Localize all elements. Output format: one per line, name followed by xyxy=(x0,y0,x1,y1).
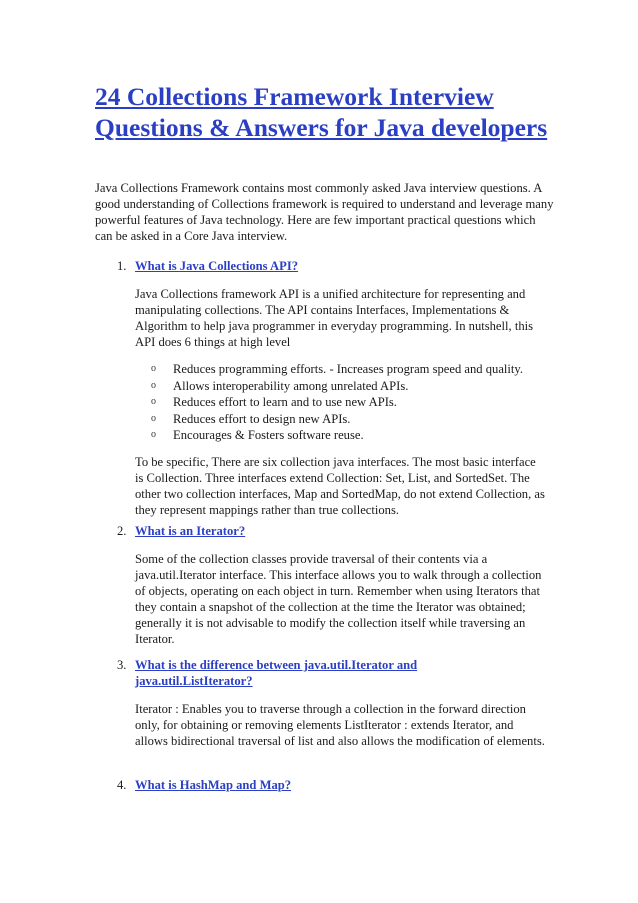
intro-paragraph: Java Collections Framework contains most commonly asked Java interview questions. A good understanding of Collections framework is required to understand and leverage many powerful features of Java technology. Here are few important practical questions which can be asked in a Core Java interview. xyxy=(95,181,554,243)
list-item-text: Reduces programming efforts. - Increases program speed and quality. xyxy=(173,362,524,376)
list-item-text: Allows interoperability among unrelated APIs. xyxy=(173,378,409,393)
list-item-text: Encourages & Fosters software reuse. xyxy=(173,428,364,442)
question-number: 2. xyxy=(117,524,127,538)
list-item xyxy=(151,427,551,444)
benefits-list xyxy=(151,361,551,444)
page-title[interactable]: 24 Collections Framework Interview Questions & Answers for Java developers xyxy=(95,82,548,142)
question-number: 3. xyxy=(117,658,127,672)
question-number: 1. xyxy=(117,259,127,273)
question-link-iterator-vs-listiterator[interactable]: What is the difference between java.util.Iterator and java.util.ListIterator? xyxy=(135,658,418,688)
question-number: 4. xyxy=(117,778,127,792)
bullet-icon: o xyxy=(151,429,156,440)
answer-paragraph: Some of the collection classes provide traversal of their contents via a java.util.Iterator interface. This interface allows you to walk through a collection of objects, operating on each object in turn. Remember when using Iterators that they contain a snapshot of the collection at the time the Iterator was obtained; generally it is not advisable to modify the collection itself while traversing an Iterator. xyxy=(135,552,542,646)
list-item xyxy=(151,411,551,428)
list-item xyxy=(151,378,551,395)
answer-followup-paragraph: To be specific, There are six collection java interfaces. The most basic interface is Collection. Three interfaces extend Collection: Set, List, and SortedSet. The other two collection interfaces, Map and SortedMap, do not extend Collection, as they represent mappings rather than true collections. xyxy=(135,455,545,517)
list-item xyxy=(151,361,551,378)
question-link-iterator[interactable]: What is an Iterator? xyxy=(135,524,246,538)
list-item-text: Reduces effort to design new APIs. xyxy=(173,411,351,426)
question-link-java-collections-api[interactable]: What is Java Collections API? xyxy=(135,259,299,273)
bullet-icon: o xyxy=(151,396,156,407)
bullet-icon: o xyxy=(151,412,156,424)
answer-paragraph: Iterator : Enables you to traverse through a collection in the forward direction only, for obtaining or removing elements ListIterator : extends Iterator, and allows bidirectional traversal of list and also allows the modification of elements. xyxy=(135,702,545,748)
bullet-icon: o xyxy=(151,379,156,391)
answer-paragraph: Java Collections framework API is a unified architecture for representing and manipulating collections. The API contains Interfaces, Implementations & Algorithm to help java programmer in everyday programming. In nutshell, this API does 6 things at high level xyxy=(135,287,534,349)
list-item xyxy=(151,394,551,411)
bullet-icon: o xyxy=(151,363,156,374)
list-item-text: Reduces effort to learn and to use new APIs. xyxy=(173,395,397,409)
question-link-hashmap-and-map[interactable]: What is HashMap and Map? xyxy=(135,778,292,792)
